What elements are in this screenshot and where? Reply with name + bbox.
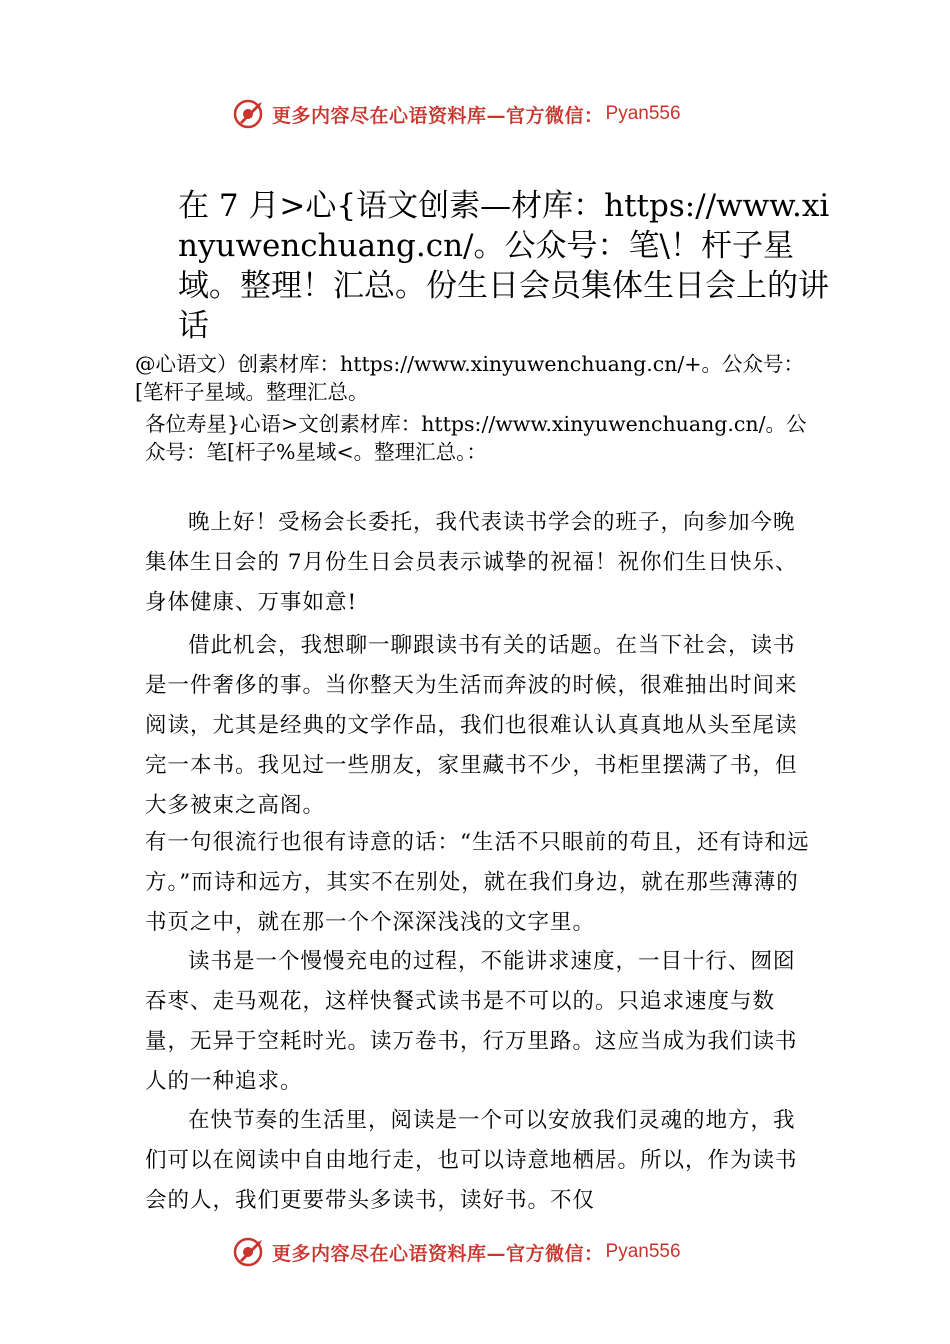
banner-text: 更多内容尽在心语资料库—官方微信： — [272, 1242, 604, 1265]
document-title: 在 7 月>心{语文创素—材库：https://www.xinyuwenchuang.cn/。公众号：笔\！杆子星域。整理！汇总。份生日会员集体生日会上的讲话 — [178, 188, 830, 344]
footer-banner — [232, 1234, 732, 1270]
paragraph: 在快节奏的生活里，阅读是一个可以安放我们灵魂的地方，我们可以在阅读中自由地行走，也可以诗意地栖居。所以，作为读书会的人，我们更要带头多读书，读好书。不仅 — [145, 1108, 798, 1213]
header-banner — [232, 96, 732, 132]
greeting-line: 各位寿星}心语>文创素材库：https://www.xinyuwenchuang.cn/。公众号：笔[杆子%星域<。整理汇总。： — [145, 412, 807, 464]
banner-wechat-id: Pyan556 — [605, 1241, 681, 1262]
banner-text: 更多内容尽在心语资料库—官方微信： — [272, 104, 604, 127]
source-note-1: @心语文）创素材库：https://www.xinyuwenchuang.cn/+。公众号：[笔杆子星域。整理汇总。 — [135, 352, 804, 404]
paragraph: 借此机会，我想聊一聊跟读书有关的话题。在当下社会，读书是一件奢侈的事。当你整天为生活而奔波的时候，很难抽出时间来阅读，尤其是经典的文学作品，我们也很难认认真真地从头至尾读完一本书。我见过一些朋友，家里藏书不少，书柜里摆满了书，但大多被束之高阁。 — [145, 633, 798, 818]
quill-logo-icon — [232, 1234, 268, 1270]
paragraph: 有一句很流行也很有诗意的话：“生活不只眼前的苟且，还有诗和远方。”而诗和远方，其实不在别处，就在我们身边，就在那些薄薄的书页之中，就在那一个个深深浅浅的文字里。 — [145, 830, 810, 935]
paragraph: 读书是一个慢慢充电的过程，不能讲求速度，一目十行、囫囵吞枣、走马观花，这样快餐式读书是不可以的。只追求速度与数量，无异于空耗时光。读万卷书，行万里路。这应当成为我们读书人的一种追求。 — [145, 949, 798, 1094]
quill-logo-icon — [232, 96, 268, 132]
paragraph: 晚上好！受杨会长委托，我代表读书学会的班子，向参加今晚集体生日会的 7月份生日会员表示诚挚的祝福！祝你们生日快乐、身体健康、万事如意! — [145, 510, 798, 615]
banner-wechat-id: Pyan556 — [605, 103, 681, 124]
